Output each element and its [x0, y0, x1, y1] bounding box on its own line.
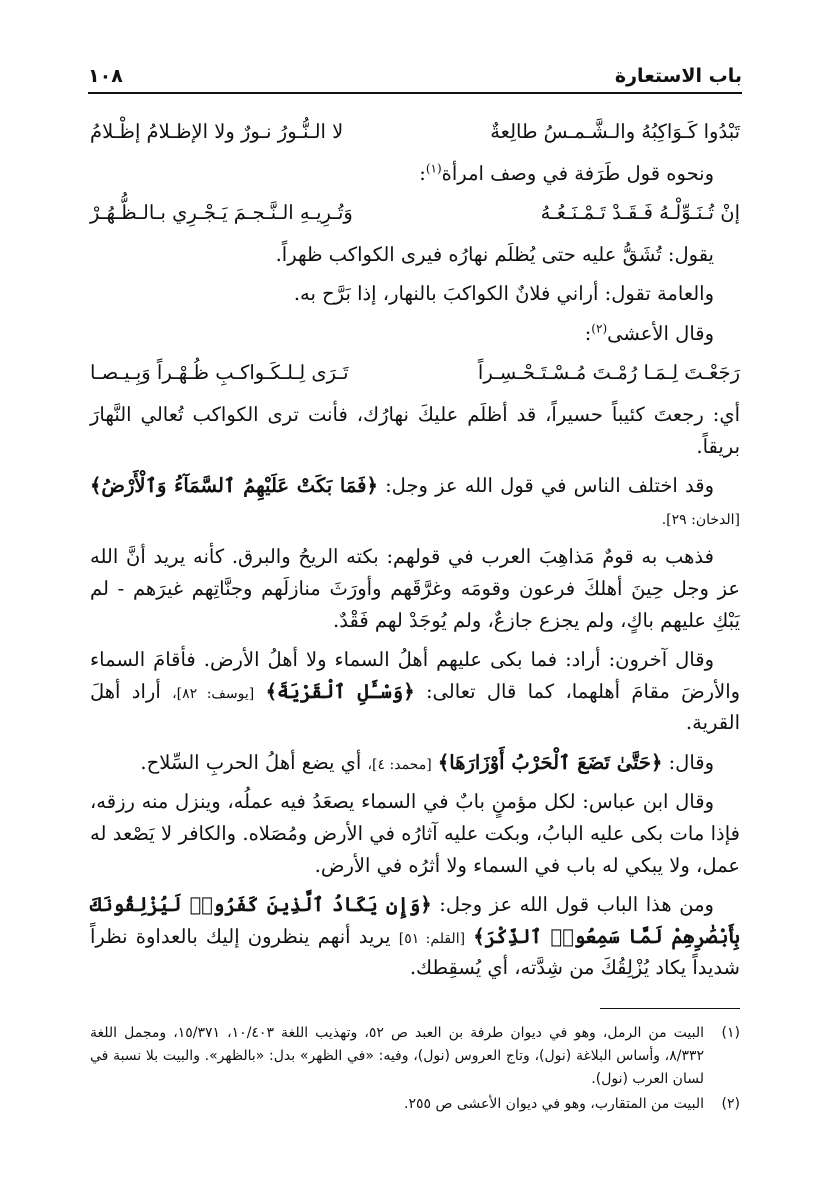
quran-reference: [محمد: ٤]،	[367, 756, 432, 773]
paragraph-common-saying: والعامة تقول: أراني فلانٌ الكواكبَ بالنهار، إذا بَرَّح به.	[293, 282, 714, 306]
paragraph-muhammad	[90, 747, 740, 779]
footnote-2	[90, 1093, 740, 1116]
quran-quote: ﴿حَتَّىٰ تَضَعَ ٱلْحَرْبُ أَوْزَارَهَا﴾	[437, 750, 663, 774]
verse-1-second-hemistich: لا الـنُّـورُ نـورٌ ولا الإظـلامُ إظْـلامُ	[90, 120, 344, 143]
paragraph-dukhan	[90, 470, 740, 533]
verse-1	[90, 116, 740, 148]
paragraph-explanation: يقول: تُشَقُّ عليه حتى يُظلَم نهارُه فيرى الكواكب ظهراً.	[275, 242, 714, 266]
paragraph-first-view: فذهب به قومٌ مَذاهِبَ العرب في قولهم: بكته الريحُ والبرق. كأنه يريد أنَّ الله عز وجل حِينَ أهلكَ فرعون وقومَه وغرَّقَهم وأورَثَ منازلَهم وجنَّاتِهم غيرَهم - لم يَبْكِ عليهم باكٍ، ولم يجزع جازعٌ، ولم يُوجَدْ لهم فَقْدٌ.	[90, 545, 740, 632]
verse-1-first-hemistich: تَبْدُوا كَـوَاكِبُهُ والـشَّـمـسُ طالِعةٌ	[490, 120, 740, 143]
paragraph-tarafa-intro	[90, 158, 740, 190]
paragraph-text: ومن هذا الباب قول الله عز وجل:	[439, 893, 714, 917]
main-text	[90, 112, 740, 992]
running-header	[88, 62, 742, 90]
header-rule	[88, 92, 742, 94]
verse-3-first-hemistich: رَجَعْـتَ لِـمَـا رُمْـتَ مُـسْـتَـحْـسِـراً	[477, 361, 740, 385]
footnote-number: (٢)	[721, 1096, 740, 1113]
footnote-text: البيت من المتقارب، وهو في ديوان الأعشى ص ٢٥٥.	[404, 1096, 704, 1113]
verse-2-first-hemistich: إنْ تُـنَـوِّلْـهُ فَـقَـدْ تَـمْـنَـعُـهُ	[540, 201, 740, 225]
quran-reference: [القلم: ٥١]	[398, 930, 466, 947]
footnote-separator	[600, 1008, 740, 1009]
footnote-ref-1[interactable]: (١)	[425, 161, 442, 176]
paragraph-text: أي يضع أهلُ الحربِ السِّلاح.	[140, 750, 362, 774]
quran-quote: ﴿وَإِن يَكَادُ ٱلَّذِينَ كَفَرُوا۟ لَيُزْلِقُونَكَ بِأَبْصَٰرِهِمْ لَمَّا سَمِعُوا۟ ٱلذِّكْرَ﴾	[90, 893, 740, 948]
paragraph-asha-intro	[90, 318, 740, 350]
paragraph-text: وقال الأعشى	[607, 321, 714, 345]
footnote-1	[90, 1022, 740, 1091]
paragraph-text: أراد أهلَ القرية.	[90, 679, 740, 735]
footnote-ref-2[interactable]: (٢)	[591, 321, 608, 336]
paragraph-second-view	[90, 644, 740, 739]
paragraph-meaning: أي: رجعتَ كئيباً حسيراً، قد أظلَم عليكَ نهارُك، فأنت ترى الكواكب تُعالي النَّهارَ بريقاً.	[90, 403, 740, 458]
paragraph-text: وقال:	[668, 750, 714, 774]
paragraph-ibn-abbas: وقال ابن عباس: لكل مؤمنٍ بابٌ في السماء يصعَدُ فيه عملُه، وينزل منه رزقه، فإذا مات بكى عليه البابُ، وبكت عليه آثارُه في الأرض ومُصَلاه. والكافر لا يَصْعد له عمل، ولا يبكي له باب في السماء ولا أثرُه في الأرض.	[90, 790, 740, 877]
page-number: ١٠٨	[88, 65, 123, 87]
paragraph-text: يريد أنهم ينظرون إليك بالعداوة نظراً شديداً يكاد يُزْلِقُكَ من شِدَّته، أي يُسقِطك.	[90, 924, 740, 980]
footnote-text: البيت من الرمل، وهو في ديوان طرفة بن العبد ص ٥٢، وتهذيب اللغة ١٠/٤٠٣، ١٥/٣٧١، ومجمل اللغة ٨/٣٣٢، وأساس البلاغة (نول)، وتاج العروس (نول)، وفيه: «في الظهر» بدل: «بالظهر». والبيت بلا نسبة في لسان العرب (نول).	[90, 1025, 705, 1088]
footnotes	[90, 1022, 740, 1118]
quran-quote: ﴿وَسْـَٔلِ ٱلْقَرْيَةَ﴾	[265, 679, 415, 703]
paragraph-qalam	[90, 889, 740, 984]
quran-quote: ﴿فَمَا بَكَتْ عَلَيْهِمُ ٱلسَّمَآءُ وَٱلْأَرْضُ﴾	[90, 474, 378, 498]
verse-2	[90, 197, 740, 229]
colon: :	[584, 321, 592, 345]
chapter-title: باب الاستعارة	[614, 65, 742, 87]
paragraph-text: ونحوه قول طَرَفة في وصف امرأة	[441, 161, 714, 185]
quran-reference: [يوسف: ٨٢]،	[172, 685, 255, 702]
verse-3	[90, 357, 740, 389]
paragraph-text: وقد اختلف الناس في قول الله عز وجل:	[385, 474, 715, 498]
colon: :	[419, 161, 426, 185]
footnote-number: (١)	[721, 1025, 740, 1041]
quran-reference: [الدخان: ٢٩].	[661, 511, 740, 528]
verse-3-second-hemistich: تَـرَى لِـلـكَـواكـبِ ظُـهْـراً وَبِـيـصـا	[90, 361, 349, 385]
paragraph-text: وقال آخرون: أراد: فما بكى عليهم أهلُ السماء ولا أهلُ الأرض. فأقامَ السماء والأرضَ مقامَ أهلهما، كما قال تعالى:	[90, 648, 741, 703]
verse-2-second-hemistich: وَتُـرِيـهِ الـنَّـجـمَ يَـجْـرِي بـالـظُّـهُـرْ	[90, 201, 353, 225]
